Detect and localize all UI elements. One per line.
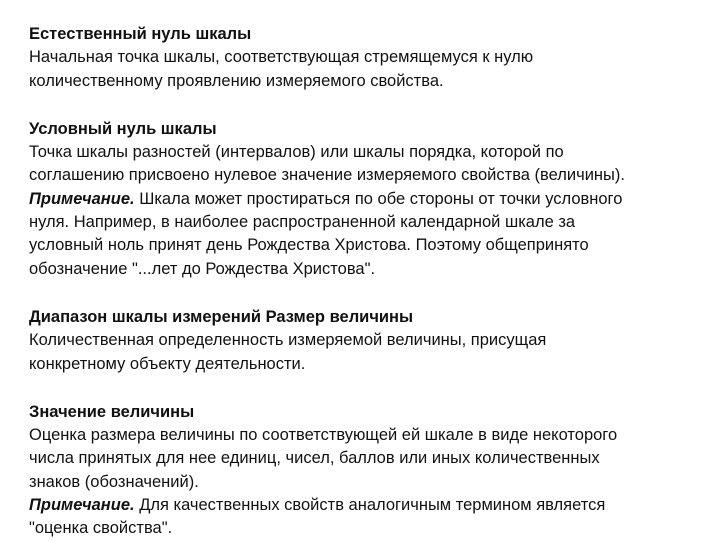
term-heading: Диапазон шкалы измерений Размер величины <box>29 307 414 326</box>
note-label: Примечание. <box>29 189 135 208</box>
definition-line: конкретному объекту деятельности. <box>29 354 306 373</box>
definition-line: числа принятых для нее единиц, чисел, баллов или иных количественных <box>29 449 600 468</box>
definition-line: Точка шкалы разностей (интервалов) или шкалы порядка, которой по <box>29 143 564 162</box>
entry-scale-range <box>29 306 700 376</box>
note-line <box>29 188 700 211</box>
note-line: обозначение "...лет до Рождества Христова". <box>29 259 376 278</box>
note-line: нуля. Например, в наиболее распространенной календарной шкале за <box>29 213 576 232</box>
term-heading: Условный нуль шкалы <box>29 119 217 138</box>
entry-quantity-value <box>29 401 700 541</box>
note-text: Шкала может простираться по обе стороны от точки условного <box>134 189 623 208</box>
note-label: Примечание. <box>29 496 135 515</box>
definition-line: Оценка размера величины по соответствующей ей шкале в виде некоторого <box>29 426 618 445</box>
entry-conditional-zero <box>29 118 700 281</box>
note-line: "оценка свойства". <box>29 519 173 538</box>
definition-line: соглашению присвоено нулевое значение измеряемого свойства (величины). <box>29 166 625 185</box>
definition-line: знаков (обозначений). <box>29 472 199 491</box>
term-heading: Естественный нуль шкалы <box>29 25 252 43</box>
definition-line: Начальная точка шкалы, соответствующая стремящемуся к нулю <box>29 48 534 67</box>
definition-line: количественному проявлению измеряемого свойства. <box>29 71 444 90</box>
note-text: Для качественных свойств аналогичным термином является <box>134 496 606 515</box>
note-line: условный ноль принят день Рождества Христова. Поэтому общепринято <box>29 236 589 255</box>
entry-natural-zero <box>29 23 700 93</box>
note-line <box>29 494 700 517</box>
term-heading: Значение величины <box>29 402 195 421</box>
definition-line: Количественная определенность измеряемой величины, присущая <box>29 331 547 350</box>
